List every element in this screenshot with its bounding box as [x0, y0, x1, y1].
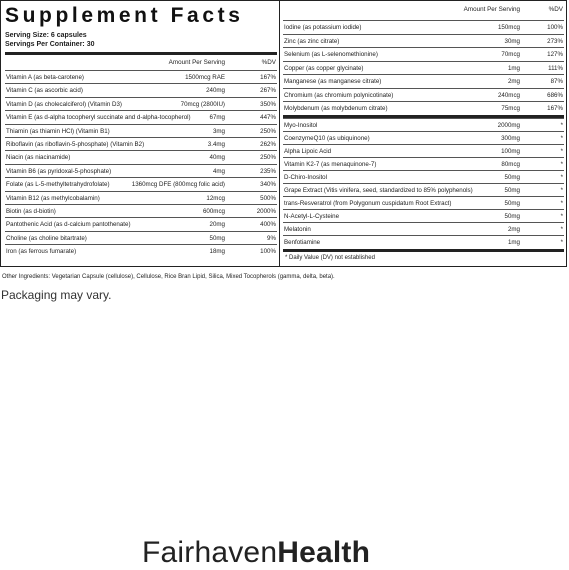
brand-logo — [142, 536, 370, 570]
nutrient-amount: 50mg — [504, 213, 520, 220]
nutrient-row — [5, 231, 277, 244]
nutrient-amount: 2000mg — [497, 122, 520, 129]
nutrient-row — [283, 88, 564, 102]
nutrient-name: trans-Resveratrol (from Polygonum cuspidatum Root Extract) — [284, 200, 452, 207]
nutrient-row — [283, 20, 564, 34]
nutrient-dv: * — [560, 161, 563, 168]
nutrient-row — [283, 183, 564, 196]
nutrient-dv: 167% — [260, 74, 276, 81]
nutrient-row — [5, 110, 277, 123]
nutrient-amount: 18mg — [209, 248, 225, 256]
other-ingredients: Other Ingredients: Vegetarian Capsule (cellulose), Cellulose, Rice Bran Lipid, Silica, Mixed Tocopherols (gamma, delta, beta). — [2, 274, 335, 280]
nutrient-dv: * — [560, 226, 563, 233]
nutrient-row — [5, 83, 277, 96]
nutrient-name: Folate (as L-5-methyltetrahydrofolate) — [6, 181, 110, 189]
nutrient-amount: 50mg — [209, 234, 225, 242]
nutrient-dv: 447% — [260, 114, 276, 122]
nutrient-dv: 262% — [260, 140, 276, 148]
nutrient-amount: 70mcg — [501, 51, 520, 58]
nutrient-dv: 500% — [260, 194, 276, 202]
nutrient-name: Myo-Inositol — [284, 122, 318, 129]
nutrient-dv: 2000% — [256, 207, 276, 215]
nutrient-dv: 686% — [547, 91, 563, 99]
nutrient-name: Grape Extract (Vitis vinifera, seed, standardized to 85% polyphenols) — [284, 187, 473, 194]
brand-part2: Health — [277, 536, 371, 569]
nutrient-name: Benfotiamine — [284, 239, 321, 246]
nutrient-amount: 67mg — [209, 114, 225, 122]
nutrient-amount: 3.4mg — [207, 140, 225, 148]
nutrient-name: Thiamin (as thiamin HCl) (Vitamin B1) — [6, 127, 110, 135]
nutrient-amount: 50mg — [504, 200, 520, 207]
nutrient-amount: 1mg — [507, 64, 520, 72]
nutrient-amount: 75mcg — [501, 105, 520, 112]
nutrient-amount: 40mg — [209, 154, 225, 162]
nutrient-dv: 250% — [260, 127, 276, 135]
nutrient-name: Copper (as copper glycinate) — [284, 64, 364, 72]
amount-header: Amount Per Serving — [168, 59, 225, 66]
nutrient-dv: 100% — [547, 24, 563, 31]
nutrient-amount: 600mcg — [202, 207, 225, 215]
nutrient-dv: 235% — [260, 167, 276, 175]
nutrient-row — [283, 222, 564, 235]
nutrient-dv: * — [560, 122, 563, 129]
nutrient-dv: 340% — [260, 181, 276, 189]
nutrient-amount: 50mg — [504, 187, 520, 194]
nutrient-amount: 30mg — [504, 37, 520, 45]
nutrient-row — [283, 61, 564, 75]
left-nutrient-list — [5, 70, 277, 257]
nutrient-name: Vitamin E (as d-alpha tocopheryl succinate and d-alpha-tocopherol) — [6, 114, 191, 122]
nutrient-name: N-Acetyl-L-Cysteine — [284, 213, 340, 220]
thick-divider — [283, 249, 564, 252]
nutrient-dv: 100% — [260, 248, 276, 256]
nutrient-row — [5, 137, 277, 150]
nutrient-row — [283, 101, 564, 115]
nutrient-name: Molybdenum (as molybdenum citrate) — [284, 105, 388, 112]
serving-size: Serving Size: 6 capsules — [5, 32, 87, 39]
nutrient-name: Vitamin B12 (as methylcobalamin) — [6, 194, 100, 202]
supplement-facts-title: Supplement Facts — [5, 4, 244, 27]
nutrient-dv: 400% — [260, 221, 276, 229]
nutrient-amount: 2mg — [507, 78, 520, 85]
dv-footnote: * Daily Value (DV) not established — [285, 255, 375, 261]
nutrient-row — [5, 150, 277, 163]
nutrient-amount: 240mg — [206, 87, 225, 95]
nutrient-amount: 50mg — [504, 174, 520, 181]
brand-part1: Fairhaven — [142, 536, 278, 569]
nutrient-dv: * — [560, 174, 563, 181]
nutrient-amount: 1500mcg RAE — [185, 74, 225, 81]
nutrient-name: Riboflavin (as riboflavin-5-phosphate) (Vitamin B2) — [6, 140, 145, 148]
nutrient-name: Vitamin B6 (as pyridoxal-5-phosphate) — [6, 167, 112, 175]
nutrient-row — [283, 235, 564, 248]
nutrient-name: Selenium (as L-selenomethionine) — [284, 51, 378, 58]
right-header — [283, 4, 564, 15]
left-header — [5, 57, 277, 68]
nutrient-amount: 1mg — [507, 239, 520, 246]
nutrient-name: Biotin (as d-biotin) — [6, 207, 56, 215]
nutrient-name: CoenzymeQ10 (as ubiquinone) — [284, 135, 370, 142]
nutrient-row — [283, 157, 564, 170]
nutrient-dv: 111% — [548, 64, 563, 72]
nutrient-row — [5, 191, 277, 204]
nutrient-row — [283, 170, 564, 183]
nutrient-name: Melatonin — [284, 226, 311, 233]
nutrient-row — [5, 177, 277, 190]
nutrient-dv: 87% — [550, 78, 563, 85]
nutrient-dv: * — [560, 187, 563, 194]
nutrient-name: Iodine (as potassium iodide) — [284, 24, 362, 31]
nutrient-row — [5, 244, 277, 257]
nutrient-name: Iron (as ferrous fumarate) — [6, 248, 77, 256]
nutrient-dv: * — [560, 135, 563, 142]
nutrient-dv: 9% — [267, 234, 276, 242]
nutrient-dv: 250% — [260, 154, 276, 162]
packaging-note: Packaging may vary. — [1, 288, 112, 302]
nutrient-row — [5, 124, 277, 137]
nutrient-amount: 3mg — [212, 127, 225, 135]
column-divider — [279, 1, 280, 266]
nutrient-row — [5, 204, 277, 217]
nutrient-dv: * — [560, 148, 563, 155]
supplement-facts-panel — [0, 0, 567, 267]
nutrient-row — [283, 131, 564, 144]
nutrient-amount: 12mcg — [206, 194, 225, 202]
nutrient-dv: 350% — [260, 100, 276, 108]
nutrient-row — [283, 74, 564, 88]
nutrient-row — [283, 196, 564, 209]
nutrient-amount: 2mg — [507, 226, 520, 233]
dv-header: %DV — [548, 6, 563, 13]
nutrient-row — [5, 217, 277, 230]
nutrient-dv: * — [560, 239, 563, 246]
nutrient-row — [5, 70, 277, 83]
dv-header: %DV — [261, 59, 276, 66]
nutrient-dv: 267% — [260, 87, 276, 95]
right-nutrient-list-b — [283, 118, 564, 248]
nutrient-name: Alpha Lipoic Acid — [284, 148, 332, 155]
nutrient-name: D-Chiro-Inositol — [284, 174, 327, 181]
nutrient-name: Niacin (as niacinamide) — [6, 154, 71, 162]
nutrient-amount: 80mcg — [501, 161, 520, 168]
nutrient-amount: 300mg — [501, 135, 520, 142]
nutrient-amount: 100mg — [501, 148, 520, 155]
nutrient-name: Pantothenic Acid (as d-calcium pantothenate) — [6, 221, 131, 229]
nutrient-name: Vitamin K2-7 (as menaquinone-7) — [284, 161, 377, 168]
nutrient-dv: 167% — [547, 105, 563, 112]
nutrient-dv: 273% — [547, 37, 563, 45]
nutrient-name: Chromium (as chromium polynicotinate) — [284, 91, 394, 99]
nutrient-name: Vitamin D (as cholecalciferol) (Vitamin D3) — [6, 100, 122, 108]
thick-divider — [5, 52, 277, 55]
nutrient-amount: 20mg — [209, 221, 225, 229]
nutrient-amount: 70mcg (2800IU) — [180, 100, 225, 108]
nutrient-name: Choline (as choline bitartrate) — [6, 234, 87, 242]
nutrient-row — [283, 34, 564, 48]
nutrient-name: Zinc (as zinc citrate) — [284, 37, 340, 45]
nutrient-row — [283, 144, 564, 157]
right-nutrient-list-a — [283, 20, 564, 115]
nutrient-row — [5, 97, 277, 110]
nutrient-name: Vitamin C (as ascorbic acid) — [6, 87, 83, 95]
nutrient-amount: 240mcg — [497, 91, 520, 99]
nutrient-amount: 150mcg — [497, 24, 520, 31]
nutrient-dv: * — [560, 213, 563, 220]
nutrient-amount: 1360mcg DFE (800mcg folic acid) — [131, 181, 225, 189]
nutrient-amount: 4mg — [212, 167, 225, 175]
nutrient-row — [283, 209, 564, 222]
servings-per-container: Servings Per Container: 30 — [5, 41, 95, 48]
amount-header: Amount Per Serving — [463, 6, 520, 13]
nutrient-name: Vitamin A (as beta-carotene) — [6, 74, 84, 81]
nutrient-dv: 127% — [547, 51, 563, 58]
nutrient-row — [283, 118, 564, 131]
nutrient-row — [283, 47, 564, 61]
nutrient-dv: * — [560, 200, 563, 207]
nutrient-row — [5, 164, 277, 177]
nutrient-name: Manganese (as manganese citrate) — [284, 78, 382, 85]
